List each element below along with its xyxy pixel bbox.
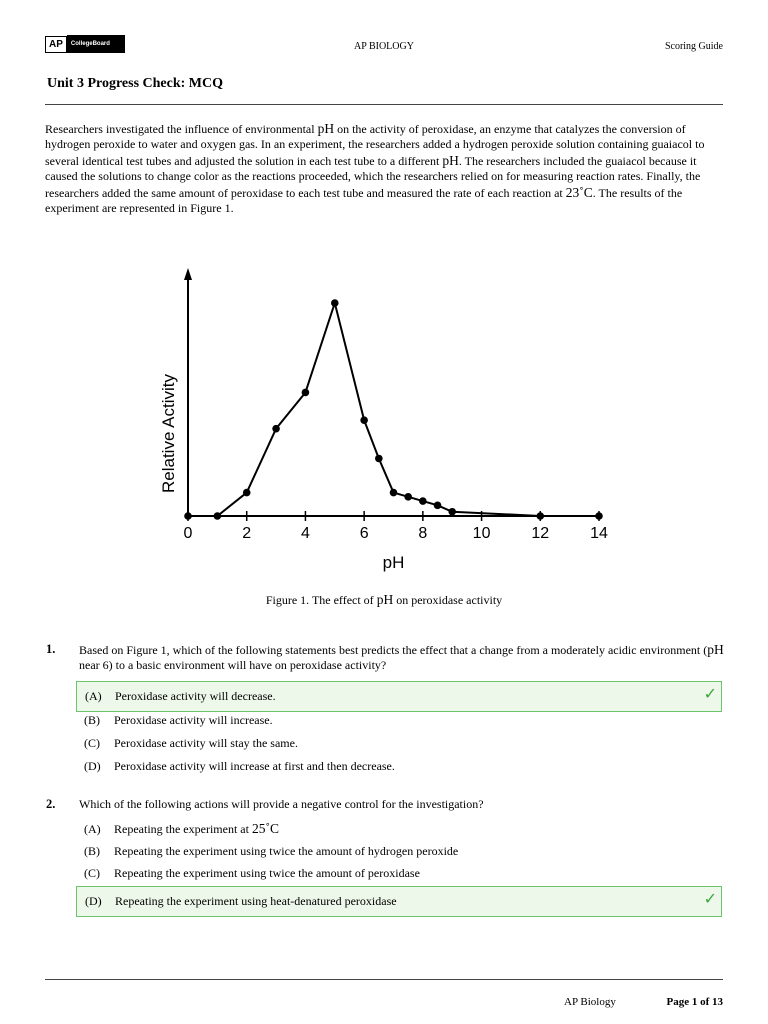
option-letter: (B) [84,712,100,727]
x-tick-label: 14 [590,525,608,542]
data-point [448,508,456,516]
question-1-option-b[interactable] [76,709,722,731]
data-point [272,425,280,433]
footer-page-number: Page 1 of 13 [666,996,723,1008]
question-1-text-b: near 6) to a basic environment will have on peroxidase activity? [79,658,387,673]
data-point [243,489,251,497]
data-point [595,512,603,520]
question-2-option-a[interactable] [76,818,722,840]
header-course: AP BIOLOGY [354,41,414,52]
data-point [419,497,427,505]
footer-course: AP Biology [564,996,616,1008]
option-text: Repeating the experiment using heat-denatured peroxidase [115,894,397,908]
x-tick-label: 0 [183,525,193,542]
data-point [536,512,544,520]
passage-ph-1: pH [317,121,335,136]
check-icon: ✓ [703,684,717,703]
y-axis-label: Relative Activity [159,373,178,494]
question-1-option-d[interactable] [76,755,722,777]
option-text: Repeating the experiment using twice the amount of peroxidase [114,865,420,880]
passage-ph-2: pH [442,152,459,168]
check-icon: ✓ [703,889,717,908]
caption-text-a: Figure 1. The effect of [265,593,374,607]
passage-temperature: 23˚C [565,184,593,200]
x-tick-label: 4 [300,525,310,542]
data-point [390,489,398,497]
passage-text-3: . The researchers included the guaiacol because it caused the solutions to change color as the reactions proceeded, which the researchers relied on for measuring reaction rates. Finally, the researchers added the same amount of peroxidase to each test tube and measured the rate of each reaction at [45,153,701,200]
question-2-option-b[interactable] [76,840,722,862]
question-2-option-c[interactable] [76,862,722,884]
header-scoring-guide: Scoring Guide [664,41,723,52]
option-letter: (A) [85,689,102,703]
caption-ph: pH [376,592,394,607]
logo-ap: AP [45,36,67,53]
caption-text-b: on peroxidase activity [396,593,503,607]
passage-text-2: on the activity of peroxidase, an enzyme that catalyzes the conversion of hydrogen peroxide to water and oxygen gas. In an experiment, the researchers added a hydrogen peroxide solution containing guaiacol to several identical test tubes and adjusted the solution in each test tube to a different [45,122,705,168]
question-1-number: 1. [46,642,56,656]
option-letter: (A) [84,821,101,836]
option-letter: (D) [84,758,101,773]
option-text: Peroxidase activity will stay the same. [114,735,298,750]
data-point [184,512,192,520]
option-text: Repeating the experiment using twice the amount of hydrogen peroxide [114,843,459,858]
question-2-number: 2. [46,797,56,811]
question-1-option-a[interactable] [76,681,722,712]
data-point [434,502,442,510]
series-line [188,303,599,516]
option-text: Peroxidase activity will increase at first and then decrease. [114,758,395,773]
logo-brand: CollegeBoard [67,35,125,53]
page-title: Unit 3 Progress Check: MCQ [47,76,224,91]
header-divider [45,104,723,105]
x-tick-label: 6 [359,525,369,542]
option-letter: (C) [84,735,100,750]
data-point [360,416,368,424]
option-temperature: 25˚C [251,821,279,836]
data-point [214,512,222,520]
passage-text-1: Researchers investigated the influence of environmental [45,122,315,136]
option-letter: (C) [84,865,100,880]
option-text: Repeating the experiment at [114,821,249,836]
option-text: Peroxidase activity will decrease. [115,689,276,703]
x-axis-label: pH [382,553,405,572]
data-point [375,455,383,463]
passage-text-4: . The results of the experiment are represented in Figure 1. [45,185,683,216]
data-point [404,493,412,501]
option-letter: (D) [85,894,102,908]
question-1-text-a: Based on Figure 1, which of the following statements best predicts the effect that a change from a moderately acidic environment ( [79,643,708,657]
option-letter: (B) [84,843,100,858]
figure-1-chart [150,260,630,580]
x-tick-label: 12 [531,525,550,542]
y-axis-arrow-icon [184,268,192,280]
x-tick-label: 10 [472,525,491,542]
data-point [302,389,310,397]
option-text: Peroxidase activity will increase. [114,712,273,727]
footer-divider [45,979,723,980]
figure-caption [0,592,768,608]
question-1-text [79,642,724,674]
x-tick-label: 2 [242,525,252,542]
data-point [331,299,339,307]
question-1-ph: pH [707,642,724,657]
question-2-text: Which of the following actions will provide a negative control for the investigation? [79,797,484,811]
passage [45,121,725,216]
chart-layer [159,268,608,572]
question-1-option-c[interactable] [76,732,722,754]
x-tick-label: 8 [418,525,428,542]
question-2-option-d[interactable] [76,886,722,917]
